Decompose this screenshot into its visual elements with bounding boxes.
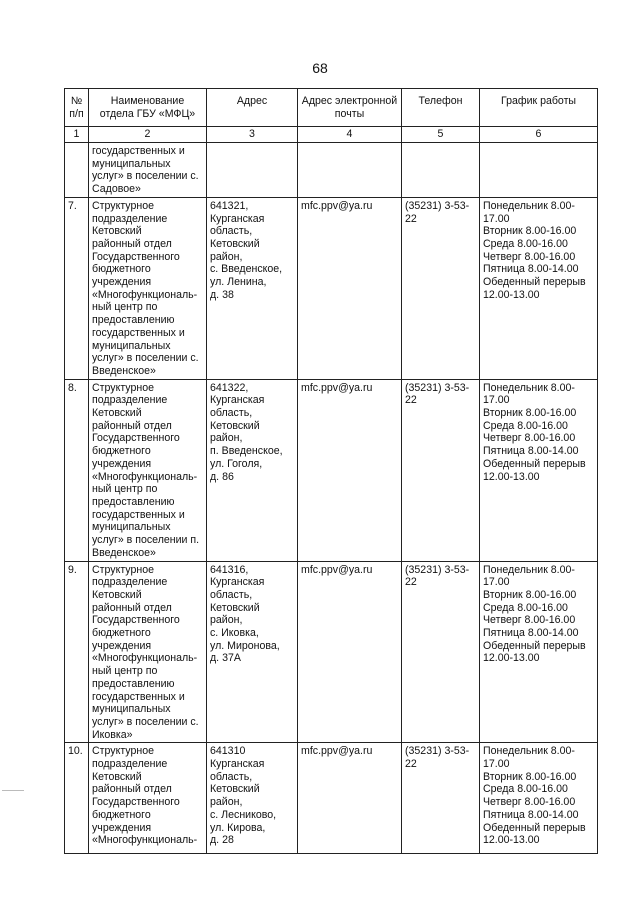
- table-row: [65, 743, 598, 854]
- column-number: 4: [298, 127, 402, 143]
- table-header-row: [65, 89, 598, 127]
- column-number: 3: [207, 127, 298, 143]
- column-numbers-row: [65, 127, 598, 143]
- address: [207, 143, 298, 198]
- column-number: 1: [65, 127, 89, 143]
- department-name: Структурное подразделение Кетовский районный отдел Государственного бюджетного учреждения «Многофункциональ- ный центр по предоставлению государственных и муниципальных услуг» в поселении п. Введенское»: [89, 379, 207, 561]
- schedule: Понедельник 8.00- 17.00 Вторник 8.00-16.00 Среда 8.00-16.00 Четверг 8.00-16.00 Пятница 8.00-14.00 Обеденный перерыв 12.00-13.00: [480, 561, 598, 743]
- table-row: [65, 197, 598, 379]
- header-schedule: График работы: [480, 89, 598, 127]
- page-number: 68: [312, 60, 328, 76]
- department-name: Структурное подразделение Кетовский районный отдел Государственного бюджетного учреждения «Многофункциональ- ный центр по предоставлению государственных и муниципальных услуг» в поселении с. Введенское»: [89, 197, 207, 379]
- email: mfc.ppv@ya.ru: [298, 197, 402, 379]
- phone: (35231) 3-53- 22: [402, 379, 480, 561]
- row-number: 8.: [65, 379, 89, 561]
- email: mfc.ppv@ya.ru: [298, 379, 402, 561]
- header-number: № п/п: [65, 89, 89, 127]
- address: 641321, Курганская область, Кетовский район, с. Введенское, ул. Ленина, д. 38: [207, 197, 298, 379]
- header-address: Адрес: [207, 89, 298, 127]
- header-department-name: Наименование отдела ГБУ «МФЦ»: [89, 89, 207, 127]
- schedule: Понедельник 8.00- 17.00 Вторник 8.00-16.00 Среда 8.00-16.00 Четверг 8.00-16.00 Пятница 8.00-14.00 Обеденный перерыв 12.00-13.00: [480, 197, 598, 379]
- column-number: 5: [402, 127, 480, 143]
- row-number: 10.: [65, 743, 89, 854]
- table-row: [65, 561, 598, 743]
- phone: [402, 143, 480, 198]
- email: mfc.ppv@ya.ru: [298, 561, 402, 743]
- table-row: [65, 379, 598, 561]
- email: [298, 143, 402, 198]
- row-number: 7.: [65, 197, 89, 379]
- phone: (35231) 3-53- 22: [402, 561, 480, 743]
- phone: (35231) 3-53- 22: [402, 197, 480, 379]
- email: mfc.ppv@ya.ru: [298, 743, 402, 854]
- column-number: 2: [89, 127, 207, 143]
- phone: (35231) 3-53- 22: [402, 743, 480, 854]
- column-number: 6: [480, 127, 598, 143]
- address: 641316, Курганская область, Кетовский район, с. Иковка, ул. Миронова, д. 37А: [207, 561, 298, 743]
- schedule: Понедельник 8.00- 17.00 Вторник 8.00-16.00 Среда 8.00-16.00 Четверг 8.00-16.00 Пятница 8.00-14.00 Обеденный перерыв 12.00-13.00: [480, 743, 598, 854]
- header-email: Адрес электронной почты: [298, 89, 402, 127]
- scan-artifact-line: [2, 790, 24, 791]
- department-name: Структурное подразделение Кетовский районный отдел Государственного бюджетного учреждения «Многофункциональ-: [89, 743, 207, 854]
- header-phone: Телефон: [402, 89, 480, 127]
- department-name: государственных и муниципальных услуг» в поселении с. Садовое»: [89, 143, 207, 198]
- schedule: Понедельник 8.00- 17.00 Вторник 8.00-16.00 Среда 8.00-16.00 Четверг 8.00-16.00 Пятница 8.00-14.00 Обеденный перерыв 12.00-13.00: [480, 379, 598, 561]
- address: 641310 Курганская область, Кетовский район, с. Лесниково, ул. Кирова, д. 28: [207, 743, 298, 854]
- address: 641322, Курганская область, Кетовский район, п. Введенское, ул. Гоголя, д. 86: [207, 379, 298, 561]
- row-number: 9.: [65, 561, 89, 743]
- schedule: [480, 143, 598, 198]
- row-number: [65, 143, 89, 198]
- table-row: [65, 143, 598, 198]
- mfc-offices-table: [64, 88, 598, 854]
- department-name: Структурное подразделение Кетовский районный отдел Государственного бюджетного учреждения «Многофункциональ- ный центр по предоставлению государственных и муниципальных услуг» в поселении с. Иковка»: [89, 561, 207, 743]
